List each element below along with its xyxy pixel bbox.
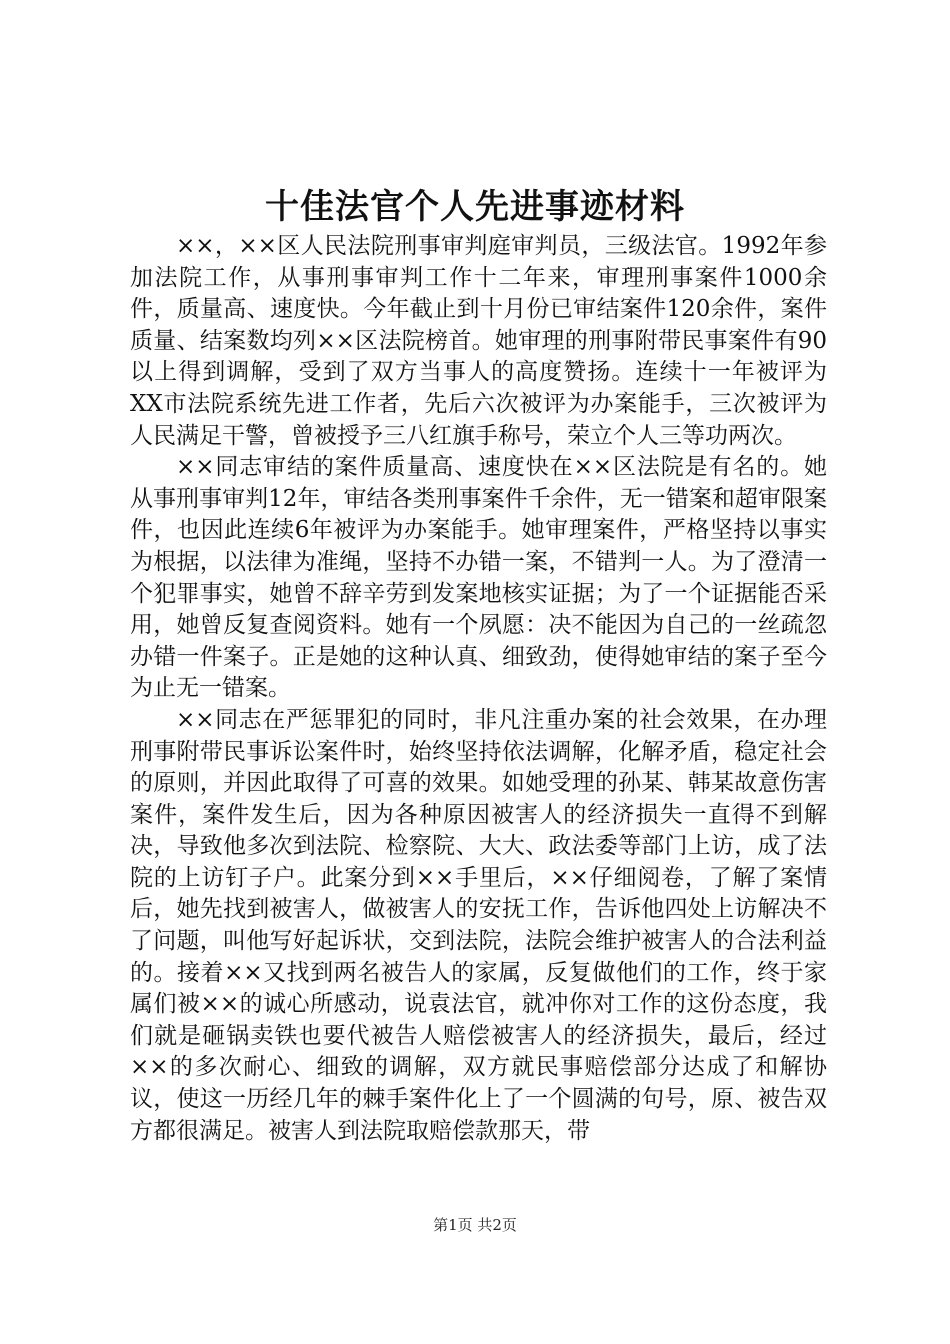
document-body [130,231,827,1147]
page-number-footer: 第1页 共2页 [433,1216,517,1234]
document-title: 十佳法官个人先进事迹材料 [265,187,685,227]
paragraph-1: ××，××区人民法院刑事审判庭审判员，三级法官。1992年参加法院工作，从事刑事审判工作十二年来，审理刑事案件1000余件，质量高、速度快。今年截止到十月份已审结案件120余件，案件质量、结案数均列××区法院榜首。她审理的刑事附带民事案件有90以上得到调解，受到了双方当事人的高度赞扬。连续十一年被评为XX市法院系统先进工作者，先后六次被评为办案能手，三次被评为人民满足干警，曾被授予三八红旗手称号，荣立个人三等功两次。 [130,233,827,449]
paragraph-2: ××同志审结的案件质量高、速度快在××区法院是有名的。她从事刑事审判12年，审结各类刑事案件千余件，无一错案和超审限案件，也因此连续6年被评为办案能手。她审理案件，严格坚持以事实为根据，以法律为准绳，坚持不办错一案，不错判一人。为了澄清一个犯罪事实，她曾不辞辛劳到发案地核实证据；为了一个证据能否采用，她曾反复查阅资料。她有一个夙愿：决不能因为自己的一丝疏忽办错一件案子。正是她的这种认真、细致劲，使得她审结的案子至今为止无一错案。 [130,454,827,702]
paragraph-3: ××同志在严惩罪犯的同时，非凡注重办案的社会效果，在办理刑事附带民事诉讼案件时，始终坚持依法调解，化解矛盾，稳定社会的原则，并因此取得了可喜的效果。如她受理的孙某、韩某故意伤害案件，案件发生后，因为各种原因被害人的经济损失一直得不到解决，导致他多次到法院、检察院、大大、政法委等部门上访，成了法院的上访钉子户。此案分到××手里后，××仔细阅卷，了解了案情后，她先找到被害人，做被害人的安抚工作，告诉他四处上访解决不了问题，叫他写好起诉状，交到法院，法院会维护被害人的合法利益的。接着××又找到两名被告人的家属，反复做他们的工作，终于家属们被××的诚心所感动，说袁法官，就冲你对工作的这份态度，我们就是砸锅卖铁也要代被告人赔偿被害人的经济损失，最后，经过××的多次耐心、细致的调解，双方就民事赔偿部分达成了和解协议，使这一历经几年的棘手案件化上了一个圆满的句号，原、被告双方都很满足。被害人到法院取赔偿款那天，带 [130,706,827,1144]
